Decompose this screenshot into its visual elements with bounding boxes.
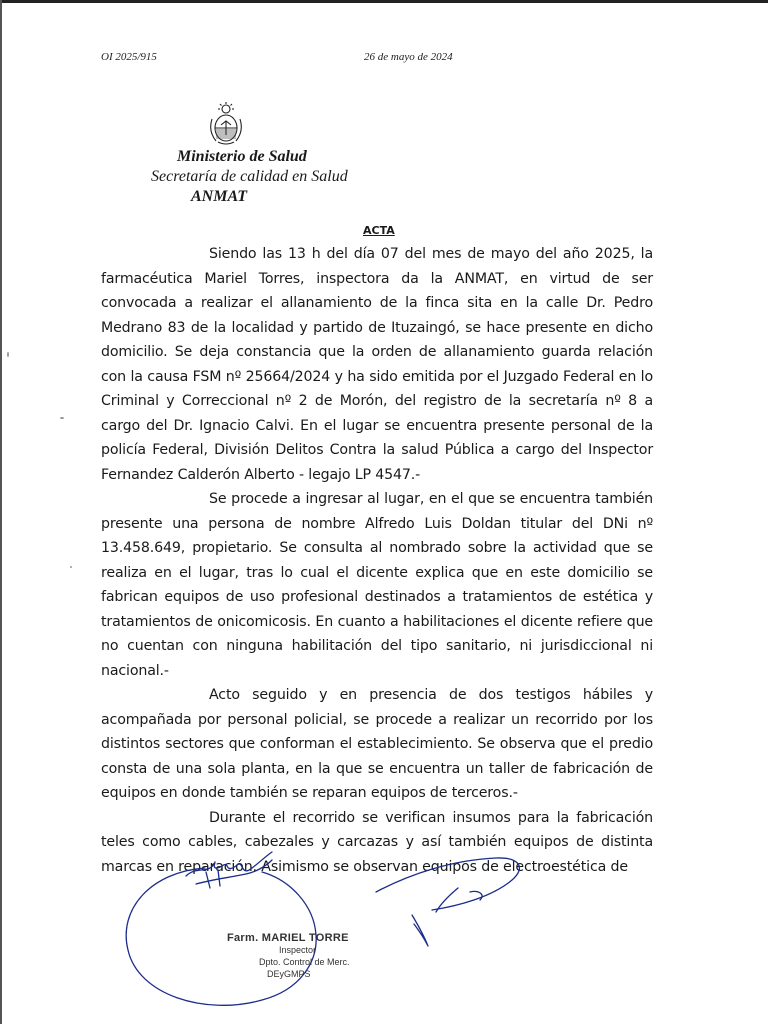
signature-scribble [186,852,272,876]
document-title: ACTA [363,224,395,237]
stamp-department: Dpto. Control de Merc. [259,957,350,967]
paragraph: Acto seguido y en presencia de dos testigos hábiles y acompañada por personal policial, se procede a realizar un recorrido por los distintos sectores que conforman el establecimiento. Se observa que el predio consta de una sola planta, en la que se encuentra un taller de fabricación de equipos en donde también se reparan equipos de terceros.- [101,687,653,801]
signature-right [376,858,519,910]
scan-speck [70,566,72,568]
signature-scribble [196,860,272,884]
scan-speck [7,352,9,357]
stamp-name: Farm. MARIEL TORRE [227,932,349,944]
stamp-role: Inspector [279,945,317,955]
paragraph: Durante el recorrido se verifican insumos para la fabricación teles como cables, cabezales y carcazas y así también equipos de distinta marcas en reparación. Asimismo se observan equipos de electroestética de [101,809,653,875]
document-date: 26 de mayo de 2024 [364,51,453,63]
signature-right [412,915,428,946]
scan-speck [60,417,64,419]
agency-name: ANMAT [191,188,248,205]
secretariat-name: Secretaría de calidad en Salud [151,168,348,185]
paragraph: Se procede a ingresar al lugar, en el que se encuentra también presente una persona de nombre Alfredo Luis Doldan titular del DNi nº 13.458.649, propietario. Se consulta al nombrado sobre la actividad que se realiza en el lugar, tras lo cual el dicente explica que en este domicilio se fabrican equipos de uso profesional destinados a tratamientos de estética y tratamientos de onicomicosis. En cuanto a habilitaciones el dicente refiere que no cuentan con ninguna habilitación del tipo sanitario, ni jurisdiccional ni nacional.- [101,491,653,679]
signature-right [470,891,482,900]
paragraph: Siendo las 13 h del día 07 del mes de mayo del año 2025, la farmacéutica Mariel Torres, inspectora da la ANMAT, en virtud de ser convocada a realizar el allanamiento de la finca sita en la calle Dr. Pedro Medrano 83 de la localidad y partido de Ituzaingó, se hace presente en dicho domicilio. Se deja constancia que la orden de allanamiento guarda relación con la causa FSM nº 25664/2024 y ha sido emitida por el Juzgado Federal en lo Criminal y Correccional nº 2 de Morón, del registro de la secretaría nº 8 a cargo del Dr. Ignacio Calvi. En el lugar se encuentra presente personal de la policía Federal, División Delitos Contra la salud Pública a cargo del Inspector Fernandez Calderón Alberto - legajo LP 4547.- [101,246,653,483]
stamp-office: DEyGMPS [267,969,311,979]
inspector-stamp [227,932,350,980]
ministry-name: Ministerio de Salud [177,148,307,165]
document-reference: OI 2025/915 [101,51,157,63]
